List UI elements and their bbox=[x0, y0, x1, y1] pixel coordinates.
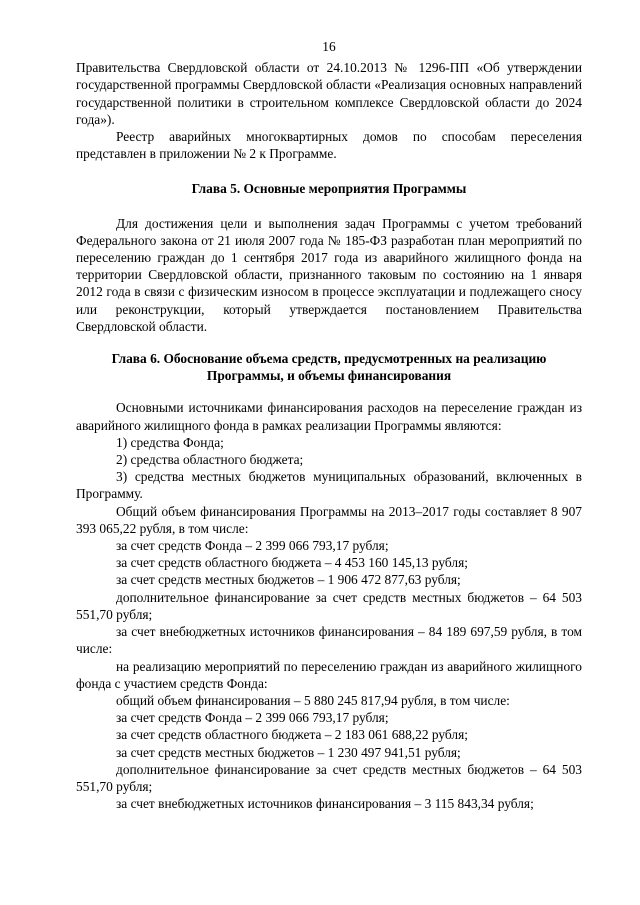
chapter-6-paragraph: дополнительное финансирование за счет средств местных бюджетов – 64 503 551,70 рубля; bbox=[76, 589, 582, 622]
chapter-6-paragraph: за счет средств областного бюджета – 4 453 160 145,13 рубля; bbox=[116, 555, 468, 571]
chapter-6-paragraph: Общий объем финансирования Программы на 2013–2017 годы составляет 8 907 393 065,22 рубля, в том числе: bbox=[76, 503, 582, 536]
chapter-6-paragraph: 3) средства местных бюджетов муниципальных образований, включенных в Программу. bbox=[76, 469, 582, 502]
chapter-5-title: Глава 5. Основные мероприятия Программы bbox=[191, 181, 467, 197]
chapter-6-paragraph: на реализацию мероприятий по переселению граждан из аварийного жилищного фонда с участием средств Фонда: bbox=[76, 658, 582, 691]
paragraph-top-1: Правительства Свердловской области от 24.10.2013 № 1296-ПП «Об утверждении государственной программы Свердловской области «Реализация основных направлений государственной политики в строительном комплексе Свердловской области до 2024 года»). bbox=[76, 60, 582, 127]
chapter-6-paragraph: за счет средств Фонда – 2 399 066 793,17 рубля; bbox=[116, 710, 389, 726]
chapter-6-title bbox=[76, 350, 582, 384]
chapter-6-paragraph: Основными источниками финансирования расходов на переселение граждан из аварийного жилищного фонда в рамках реализации Программы являются: bbox=[76, 400, 582, 433]
paragraph-top-2: Реестр аварийных многоквартирных домов по способам переселения представлен в приложении № 2 к Программе. bbox=[76, 129, 582, 162]
page-number: 16 bbox=[322, 39, 336, 54]
chapter-5-text: Для достижения цели и выполнения задач Программы с учетом требований Федерального закона от 21 июля 2007 года № 185-ФЗ разработан план мероприятий по переселению граждан до 1 сентября 2017 года из аварийного жилищного фонда на территории Свердловской области, признанного таковым по состоянию на 1 января 2012 года в связи с физическим износом в процессе эксплуатации и подлежащего сносу или реконструкции, который утверждается постановлением Правительства Свердловской области. bbox=[76, 215, 582, 334]
chapter-6-paragraph: общий объем финансирования – 5 880 245 817,94 рубля, в том числе: bbox=[116, 692, 510, 708]
chapter-6-paragraph: за счет средств Фонда – 2 399 066 793,17 рубля; bbox=[116, 538, 389, 554]
chapter-6-paragraph: 2) средства областного бюджета; bbox=[116, 452, 304, 468]
chapter-6-paragraph: за счет средств местных бюджетов – 1 230 497 941,51 рубля; bbox=[116, 744, 461, 760]
document-page bbox=[76, 38, 582, 812]
chapter-6-paragraph: за счет средств местных бюджетов – 1 906 472 877,63 рубля; bbox=[116, 572, 461, 588]
chapter-6-paragraph: за счет внебюджетных источников финансирования – 84 189 697,59 рубля, в том числе: bbox=[76, 624, 582, 657]
chapter-6-paragraph: за счет внебюджетных источников финансирования – 3 115 843,34 рубля; bbox=[116, 796, 534, 812]
chapter-6-paragraph: 1) средства Фонда; bbox=[116, 434, 224, 450]
chapter-6-title-line-1: Глава 6. Обоснование объема средств, предусмотренных на реализацию bbox=[111, 351, 547, 367]
chapter-6-title-line-2: Программы, и объемы финансирования bbox=[206, 368, 452, 384]
chapter-6-paragraph: дополнительное финансирование за счет средств местных бюджетов – 64 503 551,70 рубля; bbox=[76, 761, 582, 794]
chapter-6-paragraph: за счет средств областного бюджета – 2 183 061 688,22 рубля; bbox=[116, 727, 468, 743]
